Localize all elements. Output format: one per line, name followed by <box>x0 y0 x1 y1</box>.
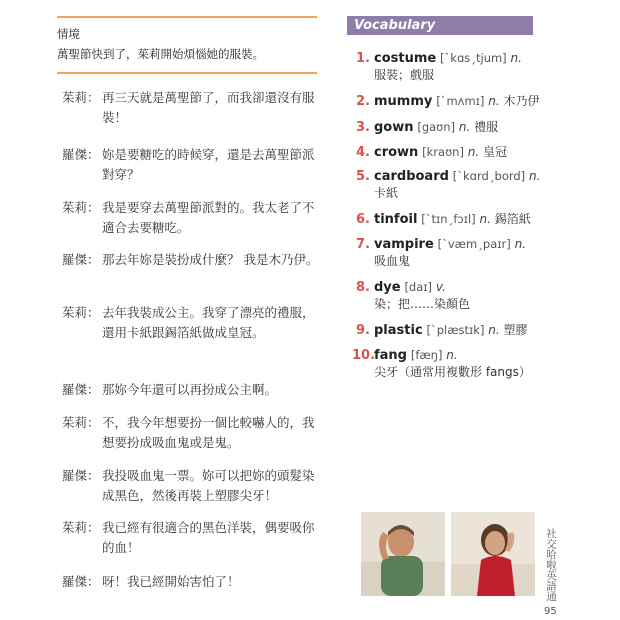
dialogue-text: 不，我今年想要扮一個比較嚇人的，我想要扮成吸血鬼或是鬼。 <box>102 415 315 450</box>
dialogue-line <box>62 572 324 592</box>
vocab-word: fang <box>374 348 407 363</box>
vocab-meaning: 服裝；戲服 <box>374 68 435 82</box>
speaker: 羅傑： <box>62 147 100 162</box>
vocab-number: 5. <box>356 169 370 184</box>
vocab-meaning: 木乃伊 <box>503 94 540 108</box>
vocab-meaning: 禮服 <box>474 120 499 134</box>
vocab-meaning: 尖牙（通常用複數形 fangs） <box>374 365 531 379</box>
vocab-word: cardboard <box>374 169 449 184</box>
dialogue-line <box>62 303 324 343</box>
dialogue-text: 我是要穿去萬聖節派對的。我太老了不適合去要糖吃。 <box>102 200 315 235</box>
dialogue-text: 我已經有很適合的黑色洋裝，偶要吸你的血！ <box>102 520 315 555</box>
dialogue-text: 那妳今年還可以再扮成公主啊。 <box>102 382 278 397</box>
dialogue-line <box>62 145 324 185</box>
dialogue-line <box>62 413 324 453</box>
vocab-word: gown <box>374 120 414 135</box>
vocab-item <box>352 119 552 136</box>
vocab-meaning: 皇冠 <box>483 145 508 159</box>
speaker: 茱莉： <box>62 415 100 430</box>
vocab-ipa: [ˋmʌmɪ] <box>436 94 485 108</box>
vocab-meaning: 染；把……染顏色 <box>374 297 471 311</box>
vocab-ipa: [kraʊn] <box>422 145 464 159</box>
vocab-number: 7. <box>356 237 370 252</box>
vocab-item <box>352 322 552 339</box>
vocab-word: costume <box>374 51 437 66</box>
vocab-item <box>352 236 552 270</box>
vocab-meaning: 吸血鬼 <box>374 254 411 268</box>
vocab-number: 9. <box>356 323 370 338</box>
vocab-item <box>352 279 552 313</box>
vocab-ipa: [ˋkɑsˏtjum] <box>440 51 507 65</box>
vocab-item <box>352 93 552 110</box>
vocab-number: 2. <box>356 94 370 109</box>
man-photo-illustration <box>361 512 445 596</box>
vocab-pos: n. <box>446 348 458 362</box>
dialogue-text: 妳是要糖吃的時候穿，還是去萬聖節派對穿？ <box>102 147 315 182</box>
dialogue-line <box>62 198 324 238</box>
vocab-ipa: [fæŋ] <box>410 348 443 362</box>
vocab-number: 3. <box>356 120 370 135</box>
dialogue-line <box>62 250 324 270</box>
vocab-number: 8. <box>356 280 370 295</box>
vocab-number: 6. <box>356 212 370 227</box>
side-series-title: 社交哈啦英語通 <box>545 528 557 602</box>
vocab-pos: n. <box>488 94 500 108</box>
vocab-word: vampire <box>374 237 434 252</box>
vocabulary-header: Vocabulary <box>347 16 533 35</box>
vocab-item <box>352 144 552 161</box>
scenario-box <box>57 16 317 74</box>
vocab-word: crown <box>374 145 419 160</box>
speaker: 羅傑： <box>62 574 100 589</box>
scenario-bottom-rule <box>57 72 317 74</box>
vocab-pos: n. <box>479 212 491 226</box>
scenario-top-rule <box>57 16 317 18</box>
dialogue-text: 呀！我已經開始害怕了！ <box>102 574 240 589</box>
vocab-ipa: [daɪ] <box>404 280 433 294</box>
vocab-pos: n. <box>510 51 522 65</box>
vocab-number: 1. <box>356 51 370 66</box>
dialogue-line <box>62 380 324 400</box>
dialogue-line <box>62 466 324 506</box>
vocab-ipa: [gaʊn] <box>417 120 456 134</box>
vocab-meaning: 卡紙 <box>374 186 399 200</box>
speaker: 羅傑： <box>62 382 100 397</box>
dialogue-text: 再三天就是萬聖節了，而我卻還沒有服裝！ <box>102 90 315 125</box>
speaker: 茱莉： <box>62 305 100 320</box>
woman-photo-illustration <box>451 512 535 596</box>
page-number: 95 <box>544 606 557 617</box>
scenario-description: 萬聖節快到了，茱莉開始煩惱她的服裝。 <box>57 47 264 61</box>
vocab-meaning: 錫箔紙 <box>494 212 531 226</box>
vocab-item <box>352 168 552 202</box>
vocab-word: tinfoil <box>374 212 418 227</box>
vocab-ipa: [ˋtɪnˏfɔɪl] <box>421 212 476 226</box>
vocab-number: 4. <box>356 145 370 160</box>
dialogue-line <box>62 88 324 128</box>
vocab-item <box>352 347 552 381</box>
vocab-pos: v. <box>435 280 446 294</box>
dialogue-text: 那去年妳是裝扮成什麼？ 我是木乃伊。 <box>102 252 319 267</box>
vocab-ipa: [ˋkɑrdˏbord] <box>452 169 526 183</box>
scenario-title: 情境 <box>57 27 80 41</box>
speaker: 茱莉： <box>62 520 100 535</box>
vocab-word: dye <box>374 280 401 295</box>
speaker: 茱莉： <box>62 200 100 215</box>
vocab-word: plastic <box>374 323 423 338</box>
vocab-pos: n. <box>458 120 471 134</box>
vocab-pos: n. <box>467 145 480 159</box>
vocab-ipa: [ˋvæmˏpaɪr] <box>437 237 511 251</box>
vocab-ipa: [ˋplæstɪk] <box>426 323 485 337</box>
vocab-number: 10. <box>352 348 376 363</box>
dialogue-line <box>62 518 324 558</box>
dialogue-text: 我投吸血鬼一票。妳可以把妳的頭髮染成黑色，然後再裝上塑膠尖牙！ <box>102 468 315 503</box>
vocab-item <box>352 50 552 84</box>
vocab-word: mummy <box>374 94 433 109</box>
photo-man-thinking <box>361 512 445 596</box>
dialogue-text: 去年我裝成公主。我穿了漂亮的禮服，還用卡紙跟錫箔紙做成皇冠。 <box>102 305 315 340</box>
photo-woman-smiling <box>451 512 535 596</box>
vocab-item <box>352 211 552 228</box>
vocab-pos: n. <box>514 237 526 251</box>
vocab-pos: n. <box>529 169 541 183</box>
vocab-pos: n. <box>488 323 500 337</box>
speaker: 羅傑： <box>62 252 100 267</box>
speaker: 茱莉： <box>62 90 100 105</box>
vocab-meaning: 塑膠 <box>503 323 528 337</box>
speaker: 羅傑： <box>62 468 100 483</box>
